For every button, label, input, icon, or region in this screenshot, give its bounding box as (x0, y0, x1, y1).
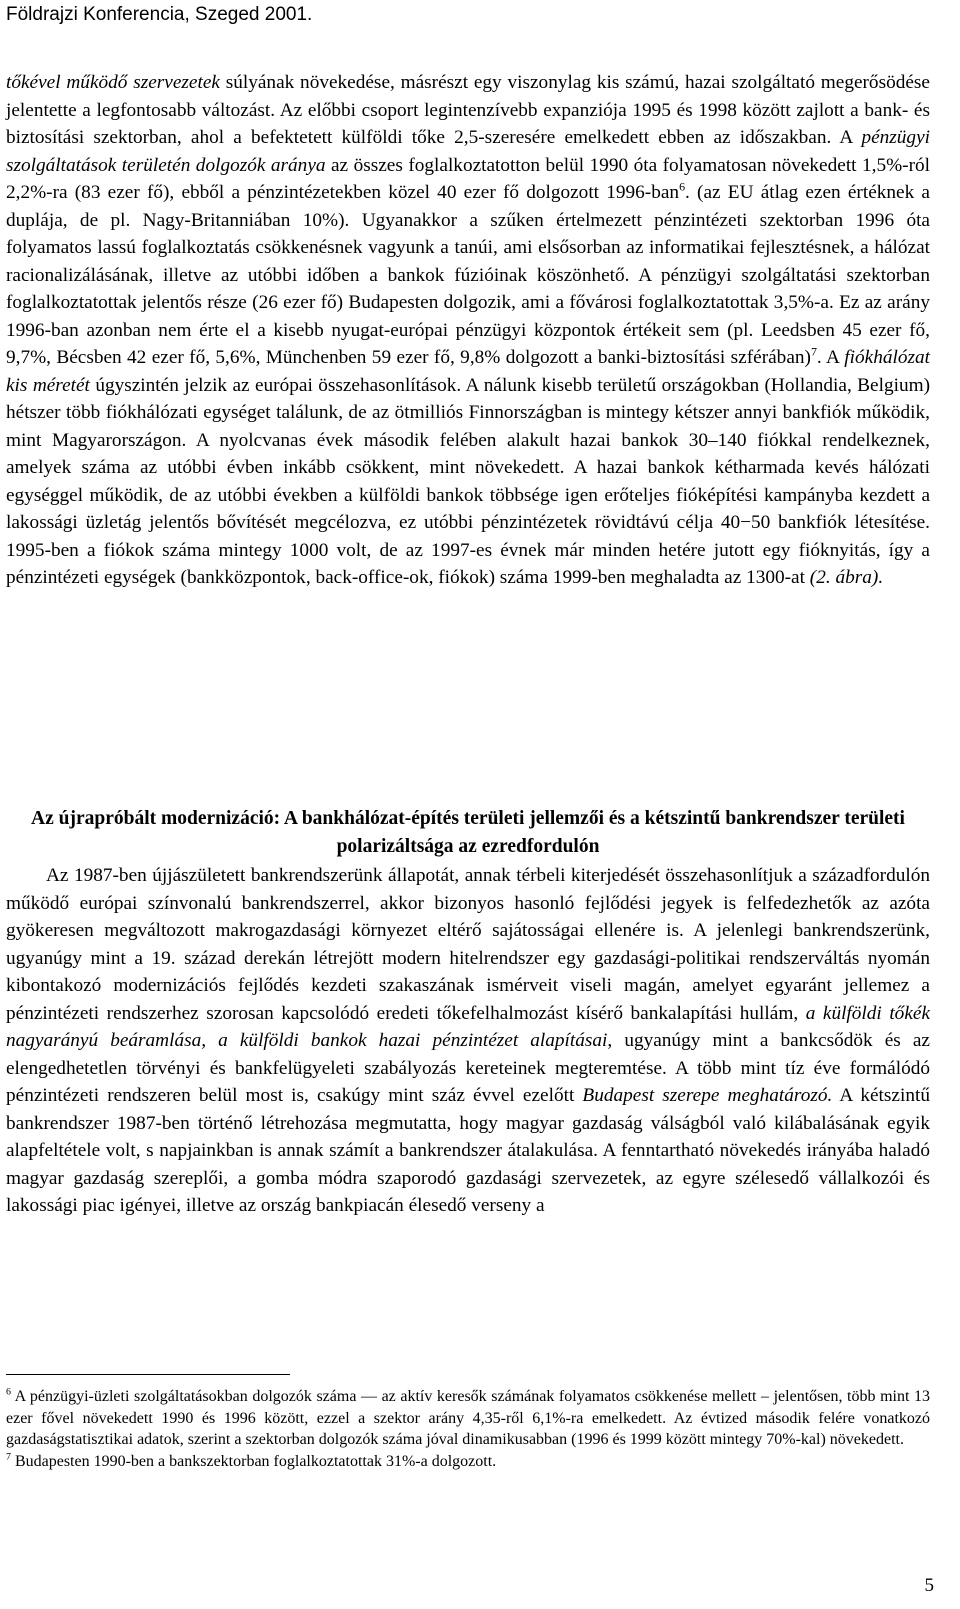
italic-phrase: pénzügyi szolgáltatások területén dolgozók aránya (6, 127, 930, 176)
footnote-ref-6[interactable]: 6 (679, 179, 686, 194)
footnote-ref-7[interactable]: 7 (810, 344, 817, 359)
italic-phrase: tőkével működő szervezetek (6, 72, 220, 93)
italic-phrase: fiókhálózat kis méretét (6, 347, 930, 396)
running-header: Földrajzi Konferencia, Szeged 2001. (6, 4, 313, 25)
text-run: súlyának növekedése, másrészt egy viszonylag kis számú, hazai szolgáltató megerősödése jelentette a legfontosabb változást. Az előbbi csoport legintenzívebb expanziója 1995 és 1998 között zajlott a bank- és biztosítási szektorban, ahol a befektetett külföldi tőke 2,5-szeresére emelkedett ebben az időszakban. A (6, 72, 930, 148)
text-run: . (az EU átlag ezen értéknek a duplája, de pl. Nagy-Britanniában 10%). Ugyanakkor a szűken értelmezett pénzintézeti szektorban 1996 óta folyamatos lassú foglalkoztatás csökkenésnek vagyunk a tanúi, ami elsősorban az informatikai fejlesztésnek, a hálózat racionalizálásának, illetve az utóbbi időben a bankok fúzióinak köszönhető. A pénzügyi szolgáltatási szektorban foglalkoztatottak jelentős része (26 ezer fő) Budapesten dolgozik, ami a fővárosi foglalkoztatottak 3,5%-a. Ez az arány 1996-ban azonban nem érte el a kisebb nyugat-európai pénzügyi központok értékeit sem (pl. Leedsben 45 ezer fő, 9,7%, Bécsben 42 ezer fő, 5,6%, Münchenben 59 ezer fő, 9,8% dolgozott a banki-biztosítási szférában) (6, 182, 930, 368)
footnote-text: Budapesten 1990-ben a bankszektorban foglalkoztatottak 31%-a dolgozott. (10, 1452, 497, 1470)
body-paragraph-1 (6, 69, 930, 592)
footnote-separator (6, 1374, 290, 1375)
figure-reference: (2. ábra). (809, 567, 884, 588)
page-number: 5 (924, 1575, 934, 1596)
italic-phrase: Budapest szerepe meghatározó. (582, 1085, 833, 1106)
text-run: , ugyanúgy mint a bankcsődök és az elengedhetetlen törvényi és bankfelügyeleti szabályozás kereteinek megteremtése. A több mint tíz éve formálódó pénzintézeti rendszeren belül most is, csakúgy mint száz évvel ezelőtt (6, 1030, 930, 1106)
text-run: az összes foglalkoztatotton belül 1990 óta folyamatosan növekedett 1,5%-ról 2,2%-ra (83 ezer fő), ebből a pénzintézetekben közel 40 ezer fő dolgozott 1996-ban (6, 154, 931, 203)
footnote-text: A pénzügyi-üzleti szolgáltatásokban dolgozók száma — az aktív keresők számának folyamatos csökkenése mellett – jelentősen, több mint 13 ezer fővel növekedett 1990 és 1996 között, ezzel a szektor arány 4,35-ről 6,1%-ra emelkedett. Az évtized második felére vonatkozó gazdaságstatisztikai adatok, szerint a szektorban dolgozók száma jóval dinamikusabban (1996 és 1999 között mintegy 70%-kal) növekedett. (6, 1388, 930, 1449)
text-run: Az 1987-ben újjászületett bankrendszerünk állapotát, annak térbeli kiterjedését összehasonlítjuk a századfordulón működő európai színvonalú bankrendszerrel, akkor bizonyos hasonló fejlődési jegyek is felfedezhetők az azóta gyökeresen megváltozott makrogazdasági környezet eltérő sajátosságai ellenére is. A jelenlegi bankrendszerünk, ugyanúgy mint a 19. század derekán létrejött modern hitelrendszer egy gazdasági-politikai rendszerváltás nyomán kibontakozó modernizációs fejlődés kezdeti szakaszának ismérveit viseli magán, amelyet egyaránt jellemez a pénzintézeti rendszerhez szorosan kapcsolódó eredeti tőkefelhalmozást kísérő bankalapítási hullám, (6, 865, 930, 1024)
footnote-mark: 7 (6, 1451, 11, 1463)
footnote-6 (6, 1386, 930, 1451)
footnote-7 (6, 1451, 930, 1473)
text-run: A kétszintű bankrendszer 1987-ben történő létrehozása megmutatta, hogy magyar gazdaság válságból való kilábalásának egyik alapfeltétele volt, s napjainkban is annak számít a bankrendszer átalakulása. A fenntartható növekedés irányába haladó magyar gazdaság szereplői, a gomba módra szaporodó gazdasági szervezetek, az egyre szélesedő vállalkozói és lakossági piac igényei, illetve az ország bankpiacán élesedő verseny a (6, 1085, 930, 1216)
footnote-mark: 6 (6, 1386, 11, 1398)
footnotes (6, 1386, 930, 1472)
text-run: . A (816, 347, 845, 368)
text-run: úgyszintén jelzik az európai összehasonlítások. A nálunk kisebb területű országokban (Hollandia, Belgium) hétszer több fiókhálózati egységet találunk, de az ötmilliós Finnországban is mintegy kétszer annyi bankfiók működik, mint Magyarországon. A nyolcvanas évek második felében alakult hazai bankok 30–140 fiókkal rendelkeznek, amelyek száma az utóbbi évben inkább csökkent, mint növekedett. A hazai bankok kétharmada kevés hálózati egységgel működik, de az utóbbi években a külföldi bankok többsége igen erőteljes fióképítési kampányba kezdett a lakossági üzletág jelentős bővítését megcélozva, ez utóbbi pénzintézetek rövidtávú célja 40−50 bankfiók létesítése. 1995-ben a fiókok száma mintegy 1000 volt, de az 1997-es évnek már minden hetére jutott egy fióknyitás, így a pénzintézeti egységek (bankközpontok, back-office-ok, fiókok) száma 1999-ben meghaladta az 1300-at (6, 374, 930, 588)
section-heading: Az újrapróbált modernizáció: A bankhálózat-építés területi jellemzői és a kétszintű bankrendszer területi polarizáltsága az ezredfordulón (31, 808, 905, 857)
italic-phrase: a külföldi tőkék nagyarányú beáramlása, a külföldi bankok hazai pénzintézet alapításai (6, 1002, 930, 1051)
body-paragraph-2 (6, 862, 930, 1220)
